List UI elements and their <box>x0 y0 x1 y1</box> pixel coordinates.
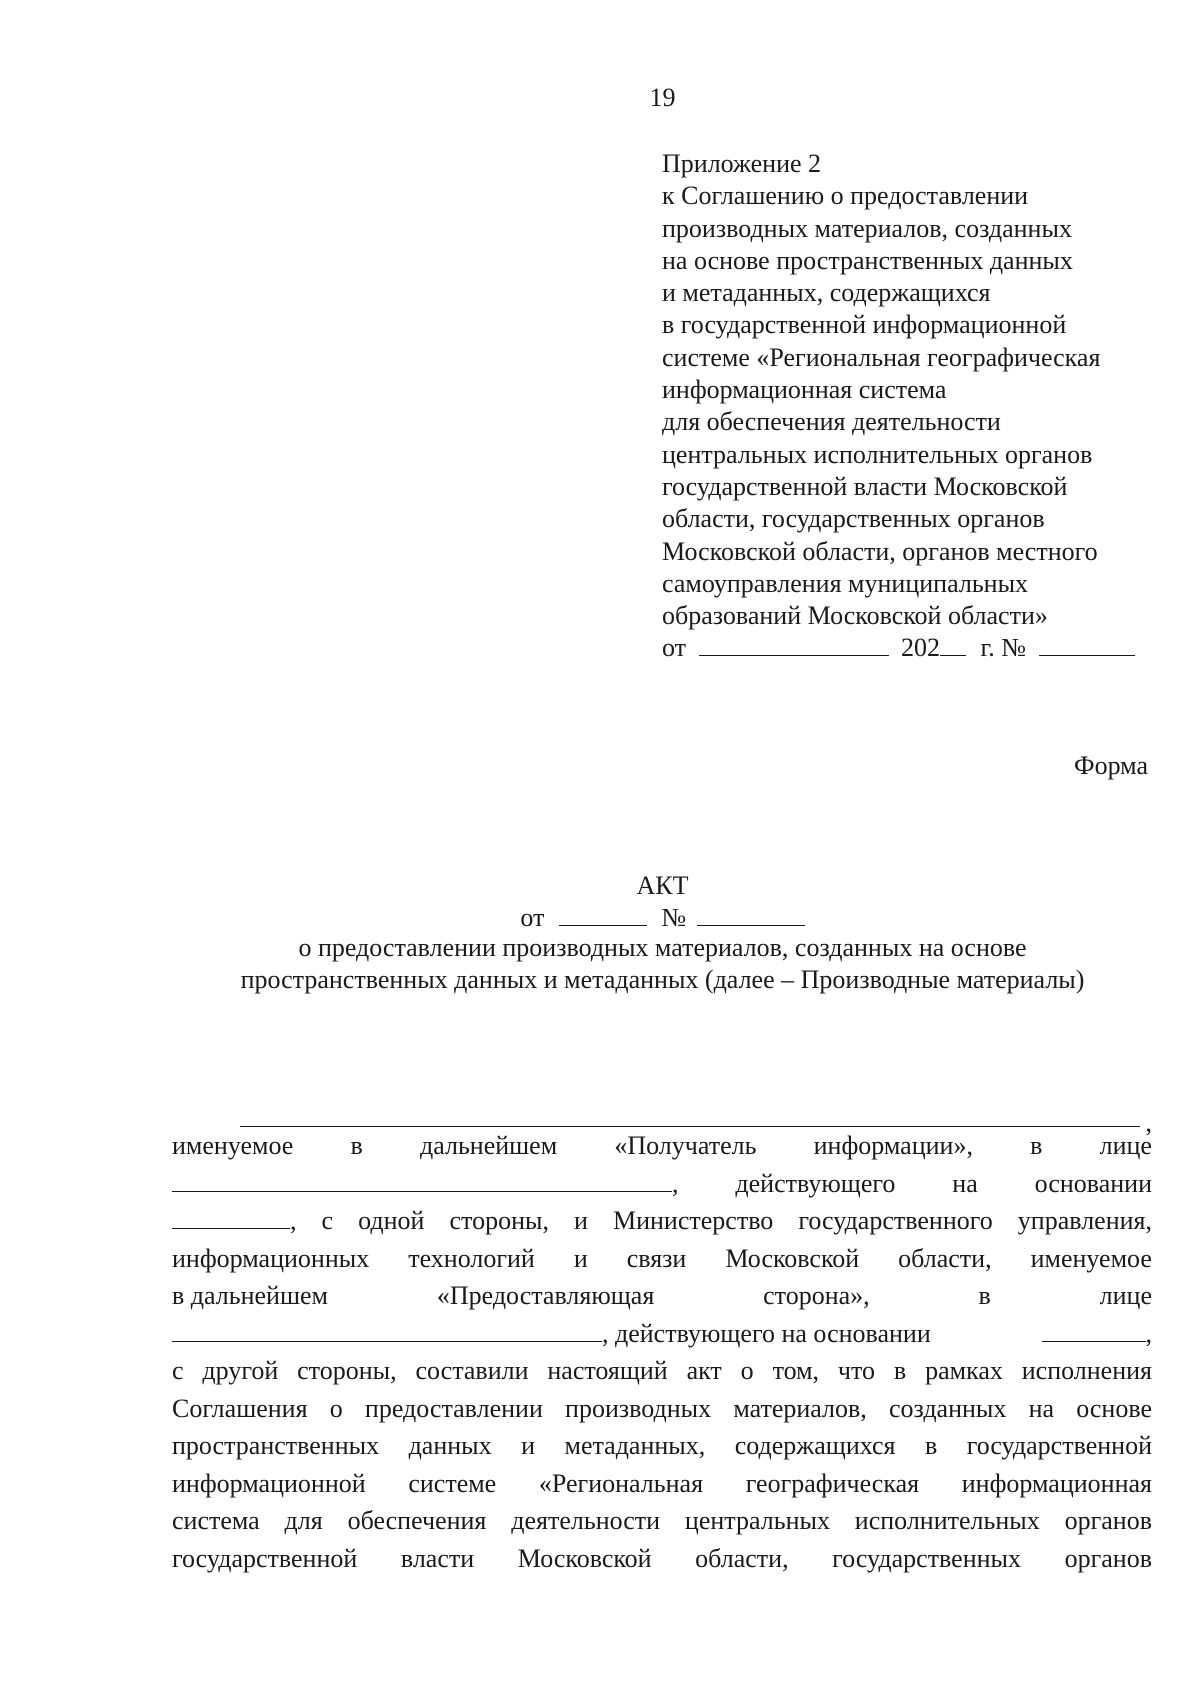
word: в <box>350 1131 363 1160</box>
body-row-3 <box>172 1165 1152 1203</box>
word: лице <box>1099 1281 1152 1310</box>
body-text: , с одной стороны, и Министерство государственного управления, <box>290 1206 1152 1235</box>
act-title: АКТ <box>636 871 689 900</box>
appendix-line: на основе пространственных данных <box>662 245 1073 275</box>
word: и <box>573 1243 588 1273</box>
word: технологий <box>408 1243 535 1273</box>
appendix-line: и метаданных, содержащихся <box>662 278 991 308</box>
body-row-11: информационной системе «Региональная географическая информационная <box>172 1468 1152 1498</box>
body-row-8: с другой стороны, составили настоящий акт о том, что в рамках исполнения <box>172 1356 1152 1385</box>
body-row-2 <box>172 1127 1152 1165</box>
act-subtitle-line-1: о предоставлении производных материалов, созданных на основе <box>298 933 1027 962</box>
act-body <box>172 1100 1152 1577</box>
body-row-9: Соглашения о предоставлении производных материалов, созданных на основе <box>172 1393 1152 1423</box>
date-from-label: от <box>662 633 687 663</box>
appendix-line: самоуправления муниципальных <box>662 568 1029 598</box>
appendix-line: Приложение 2 <box>662 149 822 178</box>
number-blank[interactable] <box>1039 633 1135 656</box>
appendix-line: информационная система <box>662 375 947 405</box>
comma: , <box>1145 1318 1152 1348</box>
act-number-label: № <box>661 903 687 932</box>
provider-representative-blank[interactable] <box>172 1319 602 1342</box>
appendix-date-line <box>662 632 1182 664</box>
form-label: Форма <box>1074 751 1148 780</box>
comma: , <box>1145 1108 1152 1137</box>
act-subtitle <box>150 932 1175 996</box>
act-date-number-line <box>0 902 1200 934</box>
act-from-label: от <box>520 903 545 932</box>
act-subtitle-line-2: пространственных данных и метаданных (далее – Производные материалы) <box>240 965 1085 994</box>
appendix-line: для обеспечения деятельности <box>662 407 1001 437</box>
comma: , <box>672 1168 679 1198</box>
appendix-line: образований Московской области» <box>662 601 1048 631</box>
act-number-blank[interactable] <box>697 903 805 926</box>
act-date-blank[interactable] <box>559 903 647 926</box>
body-row-4 <box>172 1202 1152 1240</box>
recipient-representative-blank[interactable] <box>172 1169 672 1192</box>
page-number: 19 <box>649 83 676 112</box>
body-row-7 <box>172 1315 1152 1353</box>
word: «Предоставляющая <box>436 1281 655 1310</box>
number-label: г. № <box>980 633 1027 663</box>
word: именуемое <box>1030 1243 1152 1273</box>
word: дальнейшем <box>419 1131 558 1160</box>
word: в <box>1030 1131 1043 1160</box>
word: информационных <box>172 1243 370 1273</box>
word: в дальнейшем <box>172 1281 328 1310</box>
body-text: , действующего на основании <box>602 1318 931 1348</box>
provider-basis-blank[interactable] <box>1042 1319 1146 1342</box>
word: действующего <box>735 1168 896 1198</box>
appendix-line: в государственной информационной <box>662 310 1067 340</box>
appendix-line: производных материалов, созданных <box>662 213 1072 243</box>
body-row-5 <box>172 1240 1152 1278</box>
recipient-name-blank[interactable] <box>240 1100 1152 1137</box>
word: «Получатель <box>614 1131 757 1160</box>
date-year-label: 202 <box>901 633 941 663</box>
body-row-6 <box>172 1277 1152 1315</box>
appendix-header <box>662 148 1182 665</box>
appendix-line: государственной власти Московской <box>662 471 1068 501</box>
appendix-line: области, государственных органов <box>662 504 1045 534</box>
word: Московской <box>725 1243 860 1273</box>
body-row-10: пространственных данных и метаданных, содержащихся в государственной <box>172 1431 1152 1460</box>
word: на <box>952 1168 978 1198</box>
word: связи <box>626 1243 687 1273</box>
appendix-line: Московской области, органов местного <box>662 536 1098 566</box>
word: лице <box>1099 1131 1152 1160</box>
recipient-basis-blank[interactable] <box>172 1206 290 1229</box>
appendix-line: к Соглашению о предоставлении <box>662 181 1029 211</box>
word: основании <box>1034 1168 1152 1198</box>
word: в <box>978 1281 991 1310</box>
appendix-line: центральных исполнительных органов <box>662 439 1093 469</box>
appendix-line: системе «Региональная географическая <box>662 342 1101 372</box>
word: информации», <box>813 1131 973 1160</box>
body-row-12: система для обеспечения деятельности центральных исполнительных органов <box>172 1506 1152 1535</box>
word: области, <box>898 1243 992 1273</box>
word: именуемое <box>172 1131 294 1160</box>
body-row-13: государственной власти Московской области, государственных органов <box>172 1543 1152 1573</box>
date-blank[interactable] <box>699 633 889 656</box>
word: сторона», <box>763 1281 870 1310</box>
year-blank[interactable] <box>940 633 966 656</box>
